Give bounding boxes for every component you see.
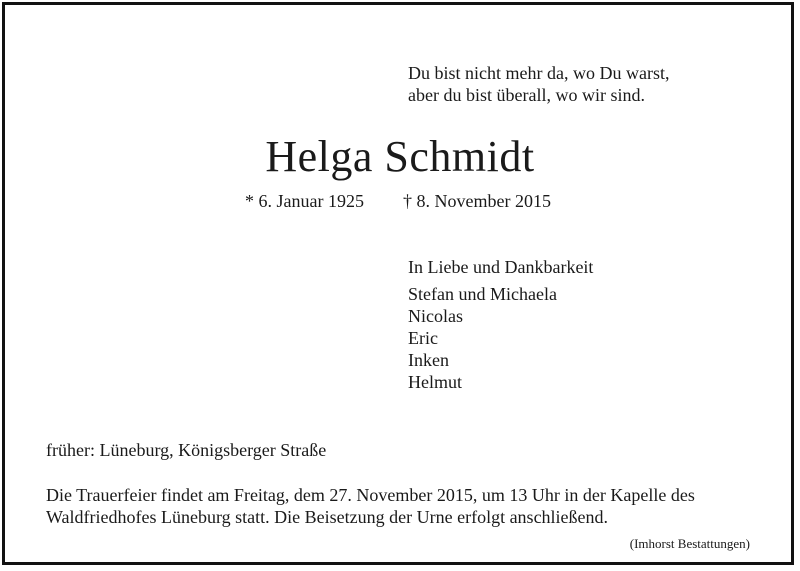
deceased-name-text: Helga Schmidt (265, 132, 535, 181)
deceased-name (0, 131, 800, 183)
mourner-name: Helmut (408, 372, 462, 392)
undertaker-credit: (Imhorst Bestattungen) (629, 536, 750, 551)
death-date: † 8. November 2015 (403, 191, 551, 211)
memorial-verse (408, 62, 669, 106)
mourner-name: Nicolas (408, 306, 463, 326)
mourner-name: Inken (408, 350, 449, 370)
mourners-intro: In Liebe und Dankbarkeit (408, 257, 594, 277)
verse-line-1: Du bist nicht mehr da, wo Du warst, (408, 63, 670, 83)
birth-date: * 6. Januar 1925 (245, 191, 364, 211)
notice-border (2, 2, 794, 565)
ceremony-line-2: Waldfriedhofes Lüneburg statt. Die Beisetzung der Urne erfolgt anschließend. (46, 507, 609, 527)
ceremony-info (46, 484, 695, 528)
mourner-name: Eric (408, 328, 438, 348)
mourner-name: Stefan und Michaela (408, 284, 557, 304)
former-address: früher: Lüneburg, Königsberger Straße (46, 440, 327, 460)
mourners-block (408, 256, 593, 393)
verse-line-2: aber du bist überall, wo wir sind. (408, 85, 645, 105)
mourners-list (408, 283, 593, 393)
ceremony-line-1: Die Trauerfeier findet am Freitag, dem 27. November 2015, um 13 Uhr in der Kapelle des (46, 485, 695, 505)
